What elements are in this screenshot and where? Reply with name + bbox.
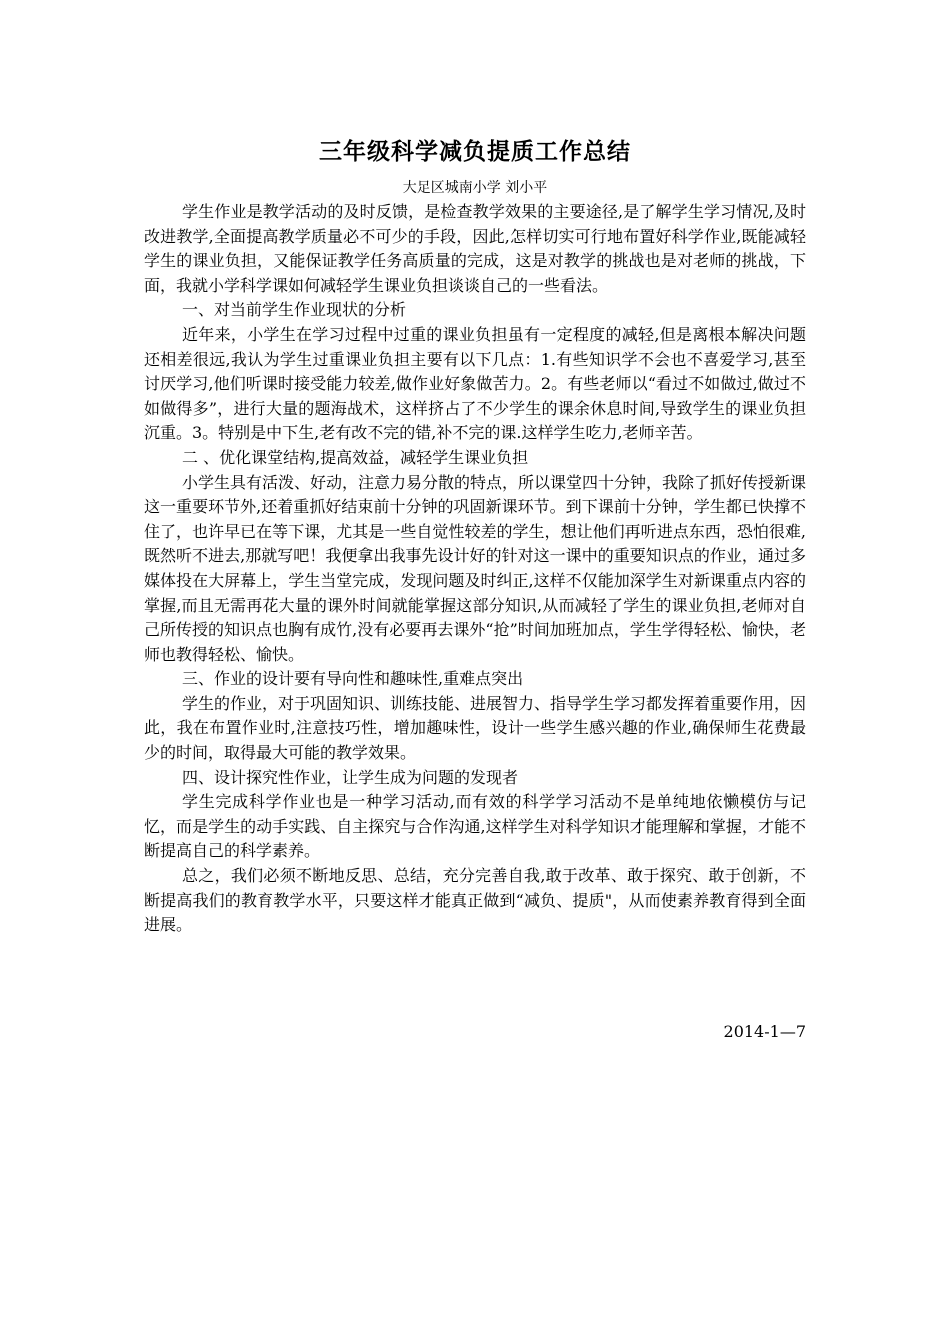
document-title: 三年级科学减负提质工作总结: [319, 138, 631, 165]
document-body: [144, 200, 806, 938]
document-date: 2014-1—7: [723, 1022, 806, 1041]
paragraph-section-1: 近年来，小学生在学习过程中过重的课业负担虽有一定程度的减轻,但是离根本解决问题还相差很远,我认为学生过重课业负担主要有以下几点：1.有些知识学不会也不喜爱学习,甚至讨厌学习,他们听课时接受能力较差,做作业好象做苦力。2。有些老师以“看过不如做过,做过不如做得多”，进行大量的题海战术，这样挤占了不少学生的课余休息时间,导致学生的课业负担沉重。3。特别是中下生,老有改不完的错,补不完的课.这样学生吃力,老师辛苦。: [144, 324, 806, 443]
section-heading-3: 三、作业的设计要有导向性和趣味性,重难点突出: [182, 669, 524, 689]
paragraph-section-3: 学生的作业，对于巩固知识、训练技能、进展智力、指导学生学习都发挥着重要作用，因此，我在布置作业时,注意技巧性，增加趣味性，设计一些学生感兴趣的作业,确保师生花费最少的时间，取得最大可能的教学效果。: [144, 693, 807, 763]
paragraph-section-4: 学生完成科学作业也是一种学习活动,而有效的科学学习活动不是单纯地依懒模仿与记忆，而是学生的动手实践、自主探究与合作沟通,这样学生对科学知识才能理解和掌握，才能不断提高自己的科学素养。: [144, 792, 806, 861]
paragraph-section-2: 小学生具有活泼、好动，注意力易分散的特点，所以课堂四十分钟，我除了抓好传授新课这一重要环节外,还着重抓好结束前十分钟的巩固新课环节。到下课前十分钟，学生都已快撑不住了，也许早已在等下课，尤其是一些自觉性较差的学生，想让他们再听进点东西，恐怕很难,既然听不进去,那就写吧！我便拿出我事先设计好的针对这一课中的重要知识点的作业，通过多媒体投在大屏幕上，学生当堂完成，发现问题及时纠正,这样不仅能加深学生对新课重点内容的掌握,而且无需再花大量的课外时间就能掌握这部分知识,从而减轻了学生的课业负担,老师对自己所传授的知识点也胸有成竹,没有必要再去课外“抢”时间加班加点，学生学得轻松、愉快，老师也教得轻松、愉快。: [144, 472, 807, 664]
document-author: 大足区城南小学 刘小平: [402, 180, 548, 196]
paragraph-conclusion: 总之，我们必须不断地反思、总结，充分完善自我,敢于改革、敢于探究、敢于创新，不断提高我们的教育教学水平，只要这样才能真正做到“减负、提质"，从而使素养教育得到全面进展。: [144, 866, 806, 935]
section-heading-4: 四、设计探究性作业，让学生成为问题的发现者: [182, 767, 519, 787]
section-heading-1: 一、对当前学生作业现状的分析: [182, 300, 407, 320]
paragraph-intro: 学生作业是教学活动的及时反馈，是检查教学效果的主要途径,是了解学生学习情况,及时改进教学,全面提高教学质量必不可少的手段，因此,怎样切实可行地布置好科学作业,既能减轻学生的课业负担，又能保证教学任务高质量的完成，这是对教学的挑战也是对老师的挑战，下面，我就小学科学课如何减轻学生课业负担谈谈自己的一些看法。: [144, 202, 806, 295]
section-heading-2: 二 、优化课堂结构,提高效益，减轻学生课业负担: [182, 447, 529, 467]
